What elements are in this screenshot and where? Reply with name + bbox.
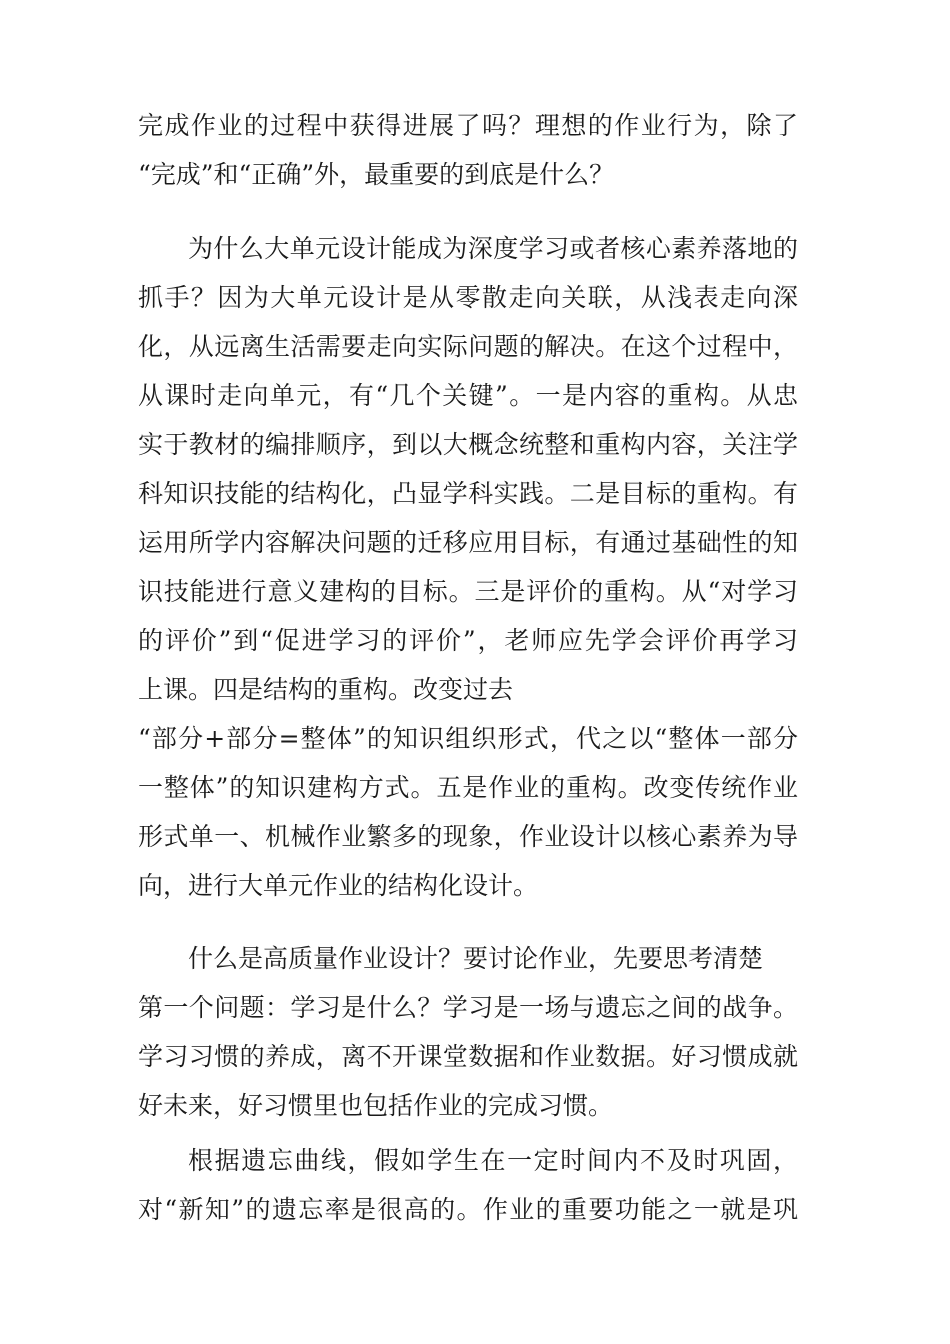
text-line-12: 上课。四是结构的重构。改变过去 xyxy=(138,675,514,704)
text-line-17: 什么是高质量作业设计？要讨论作业，先要思考清楚 xyxy=(188,944,764,973)
text-line-22: 对“新知”的遗忘率是很高的。作业的重要功能之一就是巩 xyxy=(138,1195,798,1224)
text-line-6: 从课时走向单元，有“几个关键”。一是内容的重构。从忠 xyxy=(138,381,798,410)
text-line-1: 完成作业的过程中获得进展了吗？理想的作业行为，除了 xyxy=(138,111,798,140)
text-line-11: 的评价”到“促进学习的评价”，老师应先学会评价再学习 xyxy=(138,626,798,655)
text-line-7: 实于教材的编排顺序，到以大概念统整和重构内容，关注学 xyxy=(138,430,798,459)
text-line-19: 学习习惯的养成，离不开课堂数据和作业数据。好习惯成就 xyxy=(138,1042,798,1071)
text-line-18: 第一个问题：学习是什么？学习是一场与遗忘之间的战争。 xyxy=(138,993,798,1022)
text-line-4: 抓手？因为大单元设计是从零散走向关联，从浅表走向深 xyxy=(138,283,798,312)
text-line-20: 好未来，好习惯里也包括作业的完成习惯。 xyxy=(138,1091,614,1120)
text-line-16: 向，进行大单元作业的结构化设计。 xyxy=(138,871,539,900)
text-line-21: 根据遗忘曲线，假如学生在一定时间内不及时巩固， xyxy=(188,1146,798,1175)
text-line-15: 形式单一、机械作业繁多的现象，作业设计以核心素养为导 xyxy=(138,822,798,851)
text-line-10: 识技能进行意义建构的目标。三是评价的重构。从“对学习 xyxy=(138,577,798,606)
text-line-14: 一整体”的知识建构方式。五是作业的重构。改变传统作业 xyxy=(138,773,798,802)
text-line-13: “部分+部分=整体”的知识组织形式，代之以“整体一部分 xyxy=(138,724,798,753)
text-line-5: 化，从远离生活需要走向实际问题的解决。在这个过程中， xyxy=(138,332,798,361)
text-line-8: 科知识技能的结构化，凸显学科实践。二是目标的重构。有 xyxy=(138,479,798,508)
text-line-9: 运用所学内容解决问题的迁移应用目标，有通过基础性的知 xyxy=(138,528,798,557)
text-line-2: “完成”和“正确”外，最重要的到底是什么？ xyxy=(138,160,615,189)
text-line-3: 为什么大单元设计能成为深度学习或者核心素养落地的 xyxy=(188,234,798,263)
